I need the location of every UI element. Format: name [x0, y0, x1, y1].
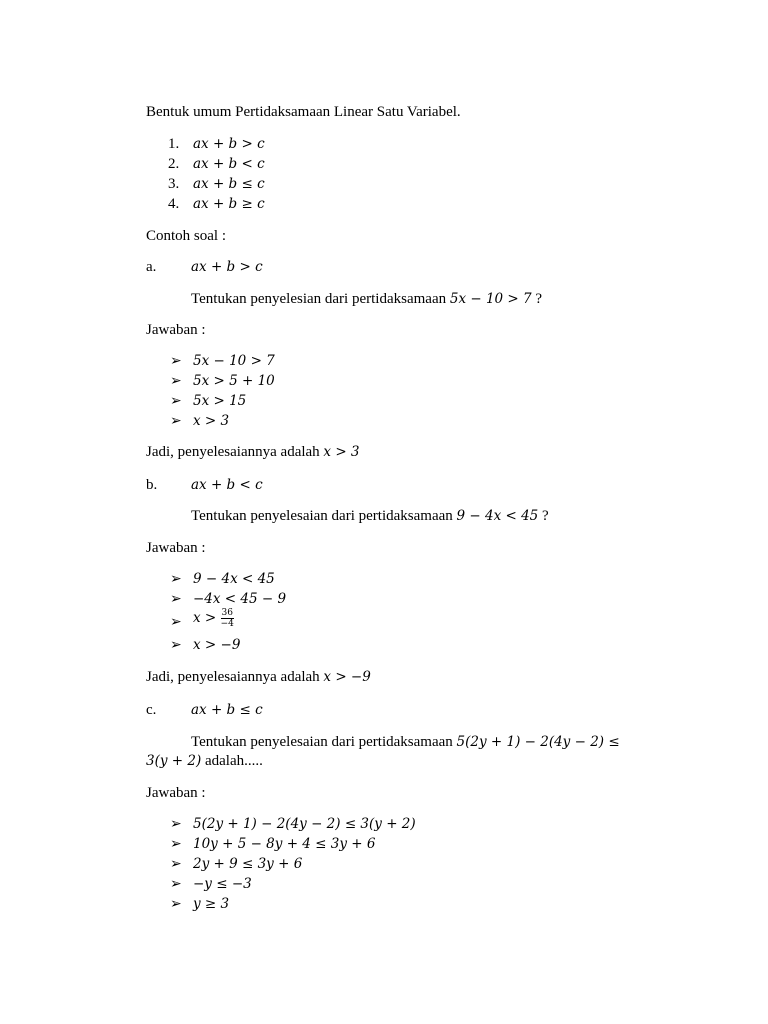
arrow-bullet-icon: ➢ — [170, 373, 182, 389]
question-text: Tentukan penyelesian dari pertidaksamaan — [191, 291, 447, 307]
step: 5x > 5 + 10 — [193, 373, 275, 389]
section-b-question — [191, 507, 549, 525]
section-a-conclusion — [146, 443, 360, 461]
arrow-bullet-icon: ➢ — [170, 836, 182, 852]
form-expression: ax + b ≤ c — [193, 176, 265, 192]
section-a-jawaban: Jawaban : — [146, 322, 206, 338]
section-a-form: ax + b > c — [191, 259, 263, 275]
question-mark: ? — [542, 508, 549, 524]
step: −4x < 45 − 9 — [193, 591, 287, 607]
arrow-bullet-icon: ➢ — [170, 571, 182, 587]
arrow-bullet-icon: ➢ — [170, 896, 182, 912]
arrow-bullet-icon: ➢ — [170, 876, 182, 892]
step: x > 3 — [193, 413, 230, 429]
step: 5x − 10 > 7 — [193, 353, 275, 369]
step: 9 − 4x < 45 — [193, 571, 275, 587]
section-b-conclusion — [146, 668, 371, 686]
question-expression: 5(2y + 1) − 2(4y − 2) ≤ — [456, 734, 620, 750]
form-number: 3. — [168, 176, 180, 192]
fraction-step — [193, 606, 234, 630]
question-expression-cont: 3(y + 2) — [146, 753, 202, 769]
heading: Bentuk umum Pertidaksamaan Linear Satu Variabel. — [146, 104, 461, 120]
question-end: adalah..... — [204, 753, 263, 769]
question-mark: ? — [535, 291, 543, 307]
arrow-bullet-icon: ➢ — [170, 856, 182, 872]
conclusion-expression: x > −9 — [323, 669, 371, 685]
arrow-bullet-icon: ➢ — [170, 353, 182, 369]
section-b-label: b. — [146, 477, 158, 493]
form-number: 4. — [168, 196, 180, 212]
form-expression: ax + b ≥ c — [193, 196, 265, 212]
form-expression: ax + b > c — [193, 136, 265, 152]
conclusion-text: Jadi, penyelesaiannya adalah — [146, 669, 320, 685]
arrow-bullet-icon: ➢ — [170, 393, 182, 409]
question-expression: 9 − 4x < 45 — [456, 508, 539, 524]
section-b-form: ax + b < c — [191, 477, 263, 493]
section-b-jawaban: Jawaban : — [146, 540, 206, 556]
section-a-question — [191, 290, 542, 308]
fraction-numerator: 36 — [221, 608, 233, 618]
arrow-bullet-icon: ➢ — [170, 591, 182, 607]
arrow-bullet-icon: ➢ — [170, 816, 182, 832]
step: 10y + 5 − 8y + 4 ≤ 3y + 6 — [193, 836, 376, 852]
question-expression: 5x − 10 > 7 — [449, 291, 532, 307]
arrow-bullet-icon: ➢ — [170, 614, 182, 630]
form-expression: ax + b < c — [193, 156, 265, 172]
form-number: 2. — [168, 156, 180, 172]
question-text: Tentukan penyelesaian dari pertidaksamaan — [191, 734, 453, 750]
section-c-question-line2 — [146, 752, 263, 770]
step: y ≥ 3 — [193, 896, 230, 912]
arrow-bullet-icon: ➢ — [170, 637, 182, 653]
conclusion-expression: x > 3 — [323, 444, 360, 460]
form-number: 1. — [168, 136, 180, 152]
contoh-heading: Contoh soal : — [146, 228, 227, 244]
arrow-bullet-icon: ➢ — [170, 413, 182, 429]
fraction-step-prefix: x > — [193, 610, 217, 626]
step: 5x > 15 — [193, 393, 247, 409]
step: x > −9 — [193, 637, 241, 653]
step: −y ≤ −3 — [193, 876, 252, 892]
section-a-label: a. — [146, 259, 157, 275]
section-c-form: ax + b ≤ c — [191, 702, 263, 718]
conclusion-text: Jadi, penyelesaiannya adalah — [146, 444, 320, 460]
question-text: Tentukan penyelesaian dari pertidaksamaan — [191, 508, 453, 524]
step: 5(2y + 1) − 2(4y − 2) ≤ 3(y + 2) — [193, 816, 416, 832]
section-c-jawaban: Jawaban : — [146, 785, 206, 801]
section-c-question-line1 — [191, 733, 620, 751]
step: 2y + 9 ≤ 3y + 6 — [193, 856, 303, 872]
fraction — [221, 608, 234, 629]
fraction-denominator: −4 — [220, 619, 234, 629]
section-c-label: c. — [146, 702, 157, 718]
